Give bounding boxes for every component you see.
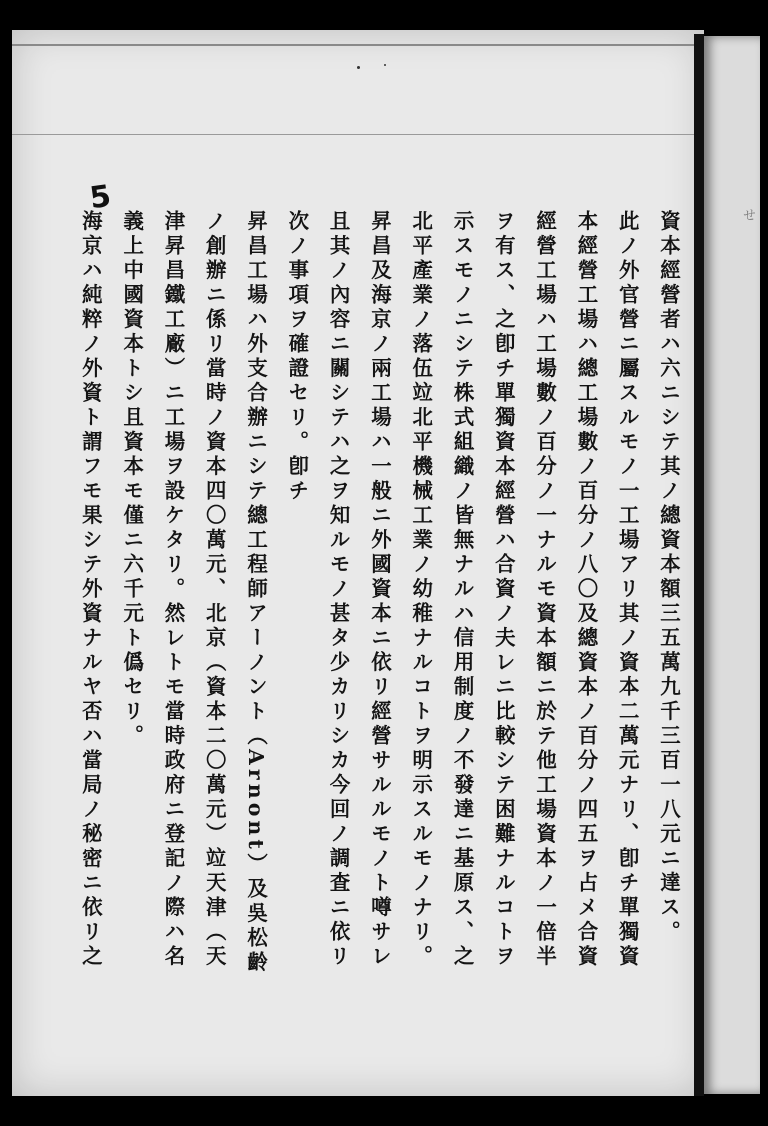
text-column: ヲ有ス、之卽チ單獨資本經營ハ合資ノ夫レニ比較シテ困難ナルコトヲ bbox=[491, 210, 516, 970]
text-column: ノ創辦ニ係リ當時ノ資本四〇萬元、北京（資本二〇萬元）竝天津（天 bbox=[202, 210, 227, 970]
vertical-text-block bbox=[78, 210, 689, 1070]
header-rule bbox=[12, 134, 704, 135]
text-column: 昇昌工場ハ外支合辦ニシテ總工程師アーノント（Arnont）及吳松齡 bbox=[244, 210, 269, 976]
text-column: 次ノ事項ヲ確證セリ。卽チ bbox=[285, 210, 310, 504]
page-binding bbox=[694, 34, 704, 1096]
scan-speck bbox=[357, 66, 360, 69]
text-column: 資本經營者ハ六ニシテ其ノ總資本額三五萬九千三百一八元ニ達ス。 bbox=[657, 210, 681, 945]
scan-speck bbox=[384, 64, 386, 66]
text-column: 昇昌及海京ノ兩工場ハ一般ニ外國資本ニ依リ經營サルルモノト噂サレ bbox=[367, 210, 392, 970]
text-column: 海京ハ純粹ノ外資ト謂フモ果シテ外資ナルヤ否ハ當局ノ秘密ニ依リ之 bbox=[78, 210, 103, 970]
text-column: 北平產業ノ落伍竝北平機械工業ノ幼稚ナルコトヲ明示スルモノナリ。 bbox=[409, 210, 434, 970]
facing-page-mark: せ bbox=[740, 208, 755, 221]
text-column: 示スモノニシテ株式組織ノ皆無ナルハ信用制度ノ不發達ニ基原ス、之 bbox=[450, 210, 475, 970]
text-column: 且其ノ內容ニ關シテハ之ヲ知ルモノ甚タ少カリシカ今回ノ調査ニ依リ bbox=[326, 210, 351, 970]
text-column: 經營工場ハ工場數ノ百分ノ一ナルモ資本額ニ於テ他工場資本ノ一倍半 bbox=[533, 210, 558, 970]
text-column: 津昇昌鐵工廠）ニ工場ヲ設ケタリ。然レトモ當時政府ニ登記ノ際ハ名 bbox=[161, 210, 186, 970]
text-column: 本經營工場ハ總工場數ノ百分ノ八〇及總資本ノ百分ノ四五ヲ占メ合資 bbox=[574, 210, 599, 970]
top-rule bbox=[12, 44, 704, 46]
text-column: 此ノ外官營ニ屬スルモノ一工場アリ其ノ資本二萬元ナリ、卽チ單獨資 bbox=[615, 210, 640, 970]
facing-page-edge bbox=[704, 36, 760, 1094]
text-column: 義上中國資本トシ且資本モ僅ニ六千元ト僞セリ。 bbox=[120, 210, 145, 749]
page-number: 5 bbox=[87, 178, 114, 217]
document-page bbox=[12, 30, 704, 1096]
